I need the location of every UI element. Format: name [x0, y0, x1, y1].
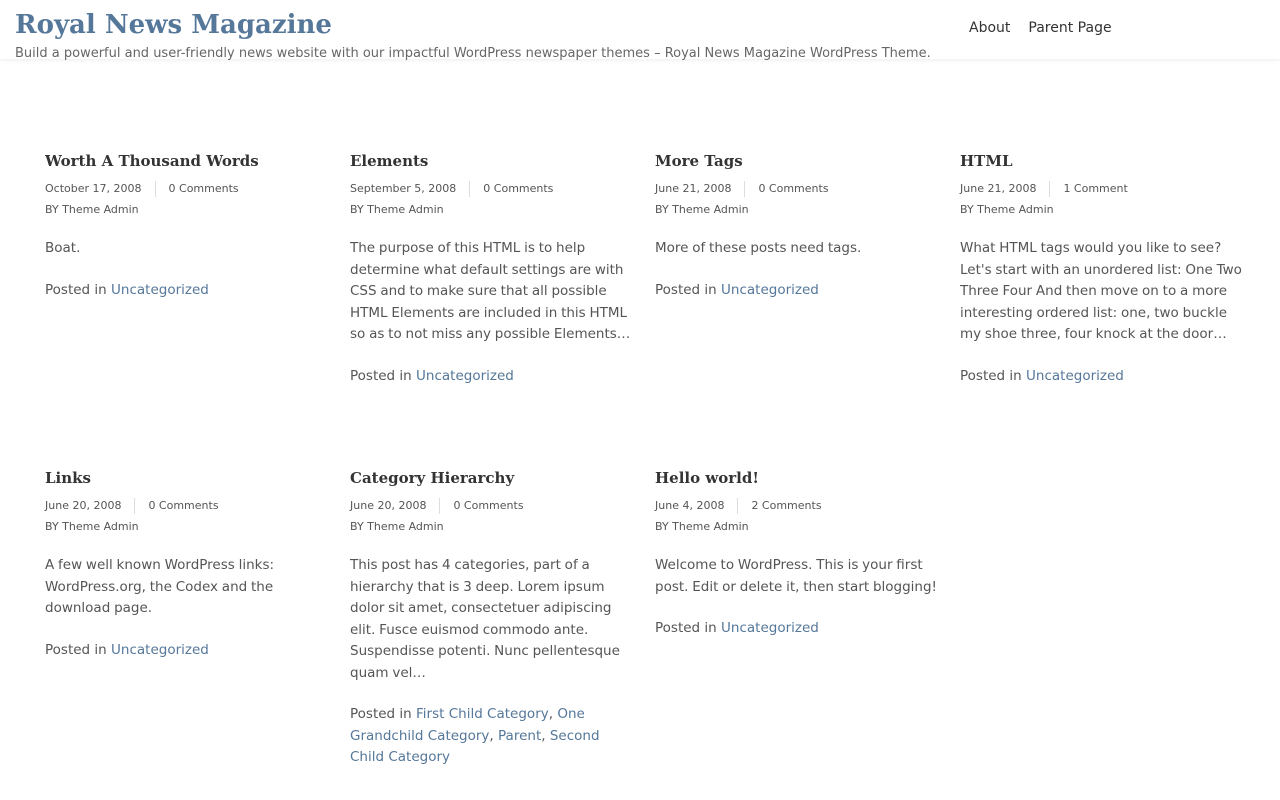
post-excerpt: Boat.: [45, 240, 81, 256]
post-author[interactable]: BY Theme Admin: [350, 520, 444, 533]
post-excerpt: What HTML tags would you like to see? Let's start with an unordered list: One Two Three Four And then move on to a more interesting ordered list: one, two buckle my shoe three, four knock at the door…: [960, 240, 1242, 342]
post-card: [960, 150, 1242, 387]
post-author[interactable]: BY Theme Admin: [655, 520, 749, 533]
post-meta: [655, 181, 937, 197]
post-card: [350, 467, 632, 769]
post-categories: [960, 366, 1242, 388]
post-date[interactable]: June 20, 2008: [350, 499, 427, 512]
posted-in-label: Posted in: [960, 367, 1027, 384]
post-title[interactable]: Elements: [350, 152, 429, 170]
post-title[interactable]: Worth A Thousand Words: [45, 152, 259, 170]
nav-item-parent-page[interactable]: Parent Page: [1028, 20, 1112, 36]
category-link[interactable]: Uncategorized: [111, 641, 209, 658]
nav-item-about[interactable]: About: [969, 20, 1011, 36]
post-author[interactable]: BY Theme Admin: [350, 203, 444, 216]
posted-in-label: Posted in: [45, 641, 112, 658]
meta-divider: [1049, 181, 1050, 197]
category-link[interactable]: Uncategorized: [721, 281, 819, 298]
posted-in-label: Posted in: [655, 281, 722, 298]
post-card: [655, 150, 937, 301]
post-meta: [960, 181, 1242, 197]
post-excerpt: This post has 4 categories, part of a hierarchy that is 3 deep. Lorem ipsum dolor sit amet, consectetuer adipiscing elit. Fusce euismod commodo ante. Suspendisse potenti. Nunc pellentesque quam vel…: [350, 557, 620, 681]
post-categories: [45, 280, 327, 302]
posted-in-label: Posted in: [350, 367, 417, 384]
post-meta: [45, 498, 327, 514]
post-excerpt: The purpose of this HTML is to help determine what default settings are with CSS and to make sure that all possible HTML Elements are included in this HTML so as to not miss any possible Elements…: [350, 240, 631, 342]
category-link[interactable]: Parent: [498, 727, 542, 744]
category-link[interactable]: Uncategorized: [721, 620, 819, 636]
category-link[interactable]: One Grandchild Category: [350, 706, 585, 744]
post-author[interactable]: BY Theme Admin: [655, 203, 749, 216]
post-categories: [45, 640, 327, 662]
post-author[interactable]: BY Theme Admin: [960, 203, 1054, 216]
post-date[interactable]: October 17, 2008: [45, 182, 142, 195]
post-title[interactable]: Links: [45, 469, 91, 487]
post-excerpt: More of these posts need tags.: [655, 240, 862, 256]
post-comments-link[interactable]: 0 Comments: [758, 182, 829, 195]
posted-in-label: Posted in: [45, 281, 112, 298]
post-date[interactable]: June 21, 2008: [960, 182, 1037, 195]
post-comments-link[interactable]: 0 Comments: [453, 499, 524, 512]
site-header: [0, 0, 1280, 59]
post-card: [45, 467, 327, 661]
post-comments-link[interactable]: 2 Comments: [751, 499, 822, 512]
post-title[interactable]: HTML: [960, 152, 1013, 170]
post-title[interactable]: Hello world!: [655, 469, 759, 487]
post-categories: Posted in First Child Category, One Grandchild Category, Parent, Second Child Category: [350, 706, 600, 765]
meta-divider: [469, 181, 470, 197]
post-title[interactable]: More Tags: [655, 152, 743, 170]
post-author[interactable]: BY Theme Admin: [45, 520, 139, 533]
post-comments-link[interactable]: 0 Comments: [148, 499, 219, 512]
post-title[interactable]: Category Hierarchy: [350, 469, 515, 487]
post-date[interactable]: June 21, 2008: [655, 182, 732, 195]
category-link[interactable]: Uncategorized: [111, 281, 209, 298]
post-comments-link[interactable]: 0 Comments: [483, 182, 554, 195]
main-nav: [969, 18, 1112, 38]
posted-in-label: Posted in: [655, 620, 722, 636]
post-author[interactable]: BY Theme Admin: [45, 203, 139, 216]
category-link[interactable]: Uncategorized: [416, 367, 514, 384]
post-excerpt: A few well known WordPress links: WordPress.org, the Codex and the download page.: [45, 557, 275, 616]
post-excerpt: Welcome to WordPress. This is your first post. Edit or delete it, then start blogging!: [655, 557, 937, 595]
category-link[interactable]: First Child Category: [416, 706, 549, 722]
meta-divider: [439, 498, 440, 514]
post-categories: [655, 618, 937, 640]
post-meta: [45, 181, 327, 197]
meta-divider: [134, 498, 135, 514]
post-card: [655, 467, 937, 640]
posted-in-label: Posted in: [350, 706, 417, 722]
post-date[interactable]: June 20, 2008: [45, 499, 122, 512]
meta-divider: [155, 181, 156, 197]
post-comments-link[interactable]: 0 Comments: [168, 182, 239, 195]
meta-divider: [744, 181, 745, 197]
post-date[interactable]: September 5, 2008: [350, 182, 457, 195]
post-comments-link[interactable]: 1 Comment: [1063, 182, 1128, 195]
category-link[interactable]: Second Child Category: [350, 727, 600, 765]
post-categories: [350, 366, 632, 388]
post-meta: [350, 181, 632, 197]
category-link[interactable]: Uncategorized: [1026, 367, 1124, 384]
site-tagline: Build a powerful and user-friendly news website with our impactful WordPress newspaper themes – Royal News Magazine WordPress Theme.: [15, 46, 931, 61]
post-card: [45, 150, 327, 301]
post-meta: [350, 498, 632, 514]
post-date[interactable]: June 4, 2008: [655, 499, 725, 512]
meta-divider: [737, 498, 738, 514]
post-card: [350, 150, 632, 387]
post-categories: [655, 280, 937, 302]
post-meta: [655, 498, 937, 514]
site-title-link[interactable]: Royal News Magazine: [15, 10, 332, 40]
